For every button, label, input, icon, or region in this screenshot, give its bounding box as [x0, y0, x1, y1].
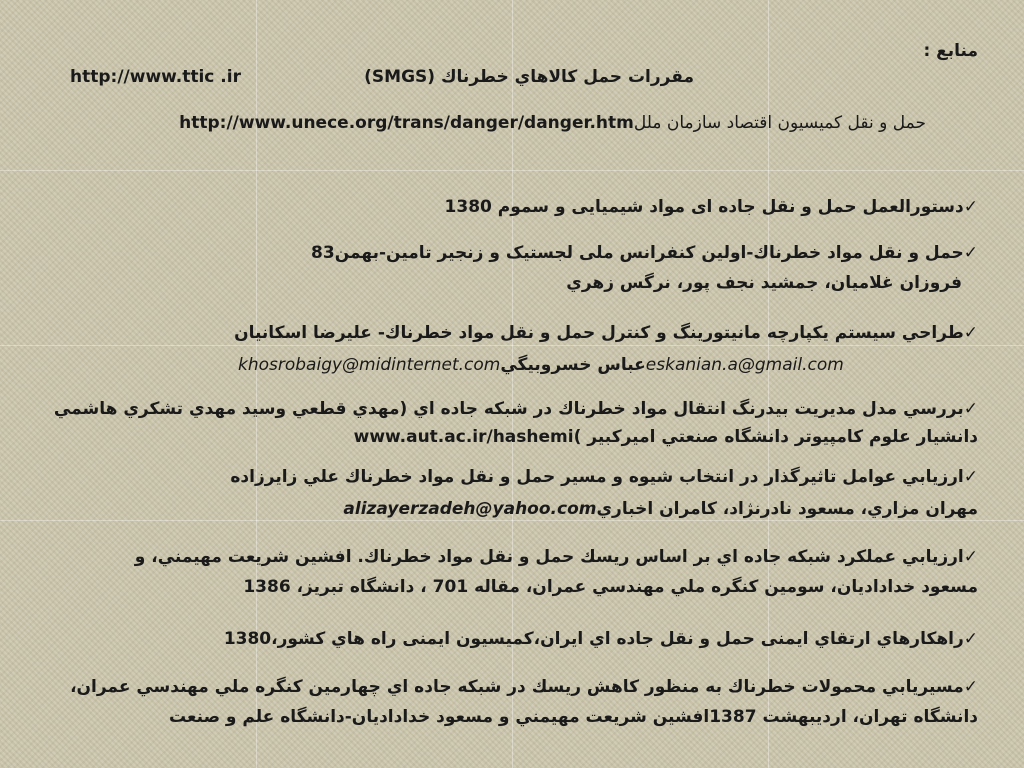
source-1-title: مقررات حمل كالاهاي خطرناك (SMGS) [364, 67, 694, 87]
reference-1: ✓دستورالعمل حمل و نقل جاده ای مواد شیمیایی و سموم 1380 [444, 197, 978, 217]
reference-4-affiliation: دانشيار علوم كامپيوتر دانشگاه صنعتي اميركبير )www.aut.ac.ir/hashemi [353, 427, 978, 447]
check-icon: ✓ [963, 197, 978, 217]
reference-4: ✓بررسي مدل مديريت بيدرنگ انتقال مواد خطرناك در شبكه جاده اي (مهدي قطعي وسيد مهدي تشكري هاشمي [53, 399, 978, 419]
reference-2-authors: فروزان غلاميان، جمشيد نجف پور، نرگس زهري [566, 273, 962, 293]
grid-line [0, 520, 1024, 521]
reference-3-contacts [238, 354, 844, 376]
reference-5-authors [343, 498, 978, 520]
reference-8: ✓مسيريابي محمولات خطرناك به منظور كاهش ريسك در شبكه جاده اي چهارمين كنگره ملي مهندسي عمران، [70, 677, 978, 697]
reference-5: ✓ارزيابي عوامل تاثيرگذار در انتخاب شيوه و مسير حمل و نقل مواد خطرناك علي زايرزاده [230, 467, 978, 487]
check-icon: ✓ [963, 629, 978, 649]
reference-7: ✓راهكارهاي ارتقاي ايمنی حمل و نقل جاده اي ايران،كميسيون ايمنی راه هاي كشور،1380 [223, 629, 978, 649]
reference-6-details: مسعود خداداديان، سومين كنگره ملي مهندسي عمران، مقاله 701 ، دانشگاه تبريز، 1386 [243, 577, 978, 597]
source-2-url[interactable]: http://www.unece.org/trans/danger/danger.htm [179, 113, 634, 133]
check-icon: ✓ [963, 323, 978, 343]
check-icon: ✓ [963, 547, 978, 567]
source-1-url[interactable]: http://www.ttic .ir [70, 67, 241, 87]
email-link[interactable]: eskanian.a@gmail.com [645, 355, 844, 375]
check-icon: ✓ [963, 677, 978, 697]
reference-8-details: دانشگاه تهران، ارديبهشت 1387افشين شريعت مهيمني و مسعود خداداديان-دانشگاه علم و صنعت [169, 707, 978, 727]
grid-line [0, 170, 1024, 171]
author-name: عباس خسروبيگي [500, 355, 646, 375]
reference-6: ✓ارزيابي عملكرد شبكه جاده اي بر اساس ريسك حمل و نقل مواد خطرناك. افشين شريعت مهيمني، و [134, 547, 978, 567]
check-icon: ✓ [963, 467, 978, 487]
check-icon: ✓ [963, 399, 978, 419]
source-2-title: حمل و نقل كميسيون اقتصاد سازمان ملل [633, 113, 926, 133]
reference-3: ✓طراحي سيستم يكپارچه مانيتورينگ و كنترل حمل و نقل مواد خطرناك- عليرضا اسكانيان [234, 323, 978, 343]
source-2 [179, 112, 926, 134]
grid-line [0, 345, 1024, 346]
reference-2: ✓حمل و نقل مواد خطرناك-اولين كنفرانس ملی لجستيک و زنجير تامين-بهمن83 [311, 243, 978, 263]
author-names: مهران مزاري، مسعود نادرنژاد، كامران اخباري [596, 499, 978, 519]
sources-heading: منابع : [923, 41, 978, 61]
check-icon: ✓ [963, 243, 978, 263]
email-link[interactable]: khosrobaigy@midinternet.com [238, 355, 501, 375]
email-link[interactable]: alizayerzadeh@yahoo.com [343, 499, 597, 519]
